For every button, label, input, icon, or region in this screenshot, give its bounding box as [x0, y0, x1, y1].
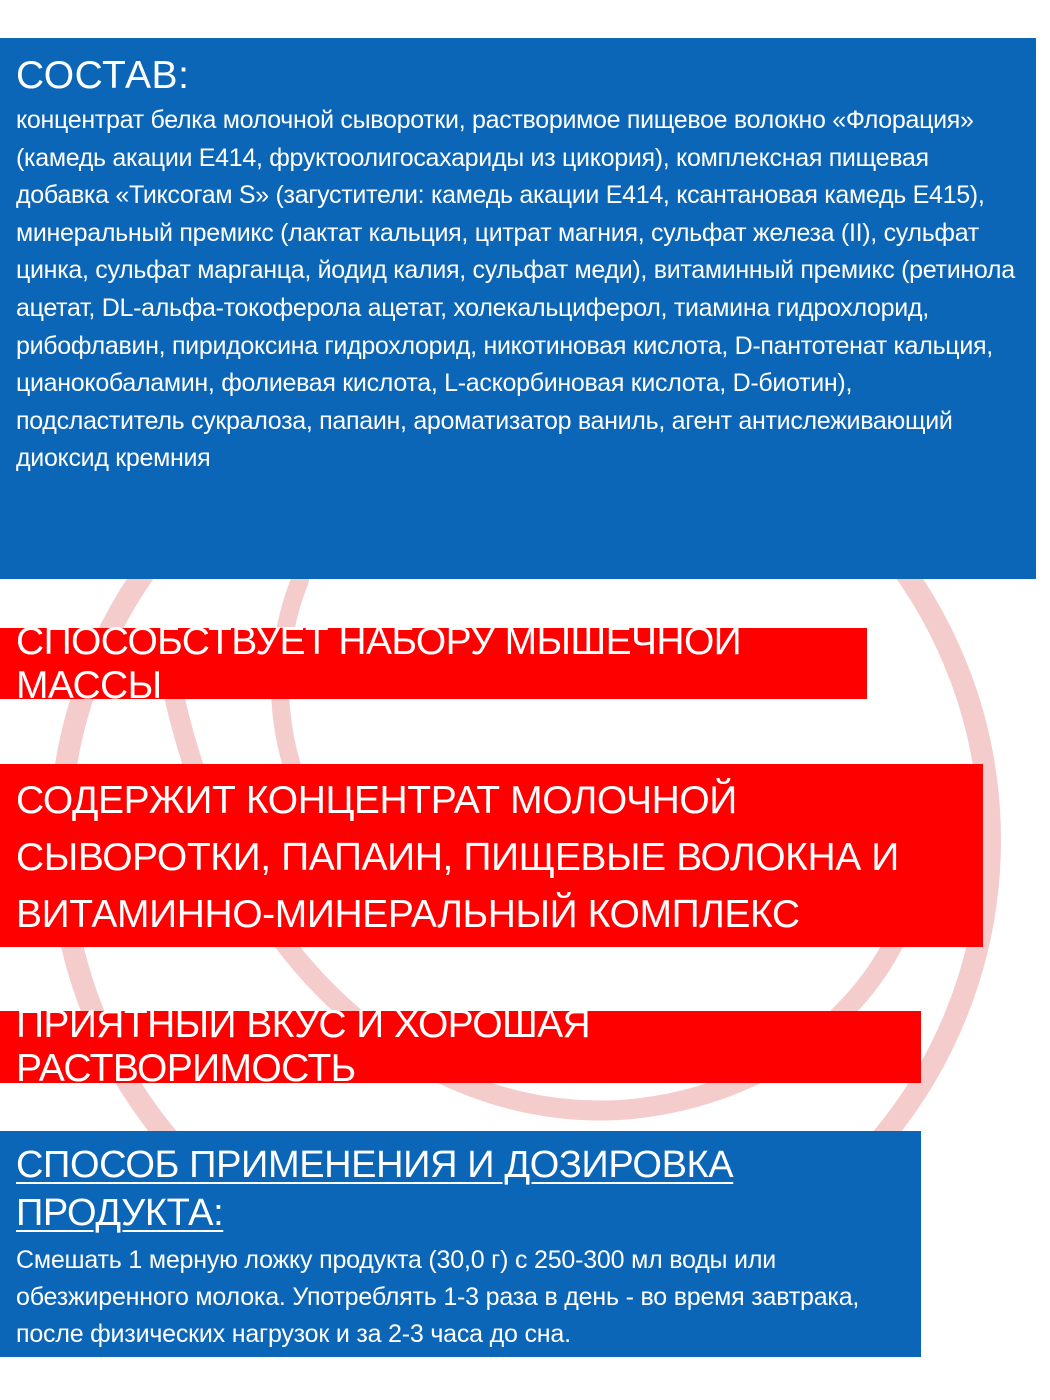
- usage-text: Смешать 1 мерную ложку продукта (30,0 г) с 250-300 мл воды или обезжиренного молока. Употреблять 1-3 раза в день - во время завтрака, после физических нагрузок и за 2-3 часа до сна.: [16, 1246, 860, 1348]
- usage-panel: [0, 1131, 921, 1357]
- benefit-ingredients: СОДЕРЖИТ КОНЦЕНТРАТ МОЛОЧНОЙ СЫВОРОТКИ, ПАПАИН, ПИЩЕВЫЕ ВОЛОКНА И ВИТАМИННО-МИНЕРАЛЬНЫЙ КОМПЛЕКС: [0, 764, 983, 947]
- composition-panel: [0, 38, 1036, 579]
- benefit-muscle-mass: СПОСОБСТВУЕТ НАБОРУ МЫШЕЧНОЙ МАССЫ: [0, 628, 867, 699]
- composition-text: концентрат белка молочной сыворотки, растворимое пищевое волокно «Флорация» (камедь акации Е414, фруктоолигосахариды из цикория), комплексная пищевая добавка «Тиксогам S» (загустители: камедь акации Е414, ксантановая камедь Е415), минеральный премикс (лактат кальция, цитрат магния, сульфат железа (II), сульфат цинка, сульфат марганца, йодид калия, сульфат меди), витаминный премикс (ретинола ацетат, DL-альфа-токоферола ацетат, холекальциферол, тиамина гидрохлорид, рибофлавин, пиридоксина гидрохлорид, никотиновая кислота, D-пантотенат кальция, цианокобаламин, фолиевая кислота, L-аскорбиновая кислота, D-биотин), подсластитель сукралоза, папаин, ароматизатор ваниль, агент антислеживающий диоксид кремния: [16, 106, 1015, 473]
- benefit-taste: ПРИЯТНЫЙ ВКУС И ХОРОШАЯ РАСТВОРИМОСТЬ: [0, 1011, 921, 1083]
- composition-heading: СОСТАВ:: [16, 54, 190, 97]
- usage-heading: СПОСОБ ПРИМЕНЕНИЯ И ДОЗИРОВКА ПРОДУКТА:: [16, 1144, 734, 1234]
